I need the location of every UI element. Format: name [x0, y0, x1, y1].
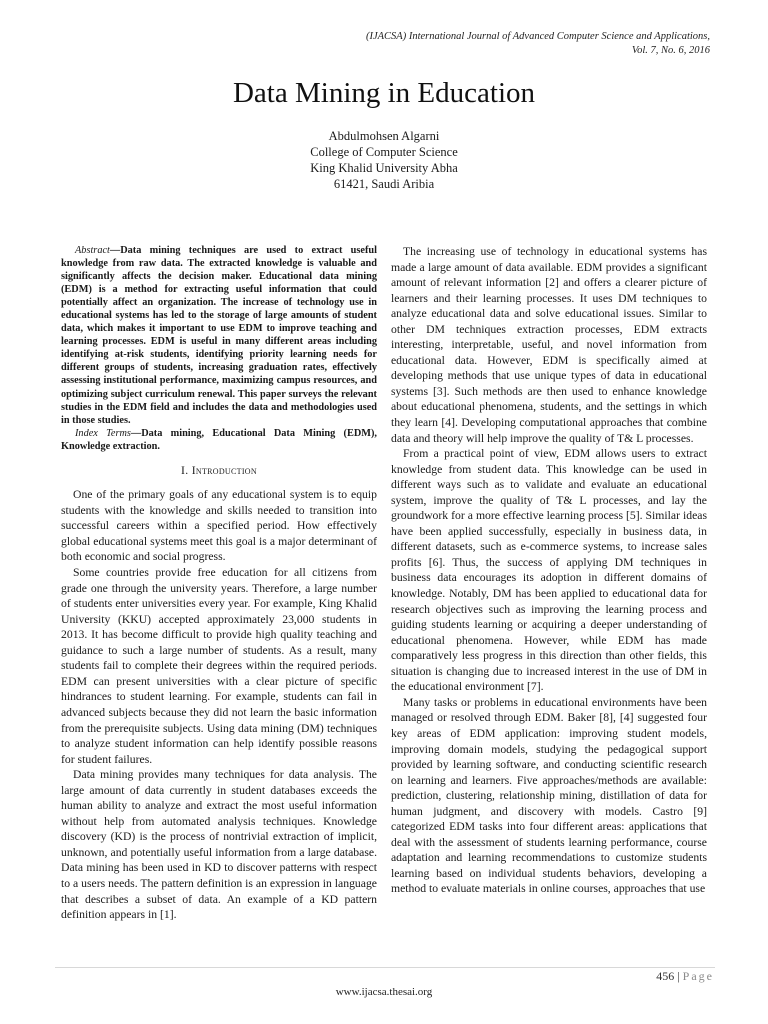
author-affiliation-line: College of Computer Science	[310, 145, 458, 159]
section-number: I.	[181, 463, 189, 477]
index-terms-text: —Data mining, Educational Data Mining (EDM), Knowledge extraction.	[61, 427, 377, 452]
index-terms	[61, 427, 377, 453]
abstract-label: Abstract	[75, 245, 110, 256]
page-label: Page	[682, 969, 714, 983]
body-paragraph: Many tasks or problems in educational environments have been managed or resolved through EDM. Baker [8], [4] suggested four key areas of EDM application: improving student models, improving domain models, studying the pedagogical support provided by learning software, and conducting scientific research on learning and learners. Five approaches/methods are available: prediction, clustering, relationship mining, distillation of data for human judgment, and discovery with models. Castro [9] categorized EDM tasks into four different areas: applications that deal with the assessment of students learning performance, course adaptation and learning recommendations to customize students learning based on individual students behaviors, developing a method to evaluate materials in online courses, approaches that use	[391, 695, 707, 896]
abstract	[61, 244, 377, 453]
section-heading-introduction	[61, 463, 377, 479]
journal-header	[366, 30, 710, 58]
journal-volume: Vol. 7, No. 6, 2016	[631, 45, 710, 56]
abstract-text: —Data mining techniques are used to extract useful knowledge from raw data. The extracted knowledge is valuable and significantly affects the decision maker. Educational data mining (EDM) is a method for extracting useful information that could potentially affect an organization. The increase of technology use in educational systems has led to the storage of large amounts of student data, which makes it important to use EDM to improve teaching and learning processes. EDM is useful in many different areas including identifying at-risk students, identifying priority learning needs for different groups of students, increasing graduation rates, effectively assessing institutional performance, maximizing campus resources, and optimizing subject curriculum renewal. This paper surveys the relevant studies in the EDM field and includes the data and methodologies used in those studies.	[61, 245, 377, 426]
author-block	[0, 128, 768, 192]
body-paragraph: Data mining provides many techniques for data analysis. The large amount of data currently in student databases exceeds the human ability to analyze and extract the most useful information without help from automated analysis techniques. Knowledge discovery (KD) is the process of nontrivial extraction of implicit, unknown, and potentially useful information from a large database. Data mining has been used in KD to discover patterns with respect to a users needs. The pattern definition is an expression in language that describes a subset of data. An example of a KD pattern definition appears in [1].	[61, 768, 377, 922]
body-paragraph: From a practical point of view, EDM allows users to extract knowledge from student data. This knowledge can be used in different ways such as to validate and evaluate an educational system, improve the quality of T& L processes, and lay the groundwork for a more effective learning process [5]. Similar ideas have been applied successfully, especially in business data, in different datasets, such as e-commerce systems, to increase sales profits [6]. Thus, the success of applying DM techniques in business data encourages its adoption in different domains of knowledge. Notably, DM has been applied to educational data for research objectives such as improving the learning process and guiding students learning or acquiring a deeper understanding of educational phenomena. However, while EDM has made comparatively less progress in this direction than other fields, this situation is changing due to increased interest in the use of DM in the educational environment [7].	[391, 447, 707, 694]
body-paragraph: Some countries provide free education for all citizens from grade one through the university years. Therefore, a large number of students enter universities every year. For example, King Khalid University (KKU) accepted approximately 23,000 students in 2013. It has become difficult to provide high quality teaching and guidance to such a large number of students. As a result, many students fail to complete their degrees within the required periods. EDM can present universities with a clear picture of specific hindrances to student learning. For example, students can fail in advanced subjects because they did not learn the basic information from the prerequisite subjects. Using data mining (DM) techniques to analyze student information can help identify possible reasons for student failures.	[61, 566, 377, 766]
author-name: Abdulmohsen Algarni	[328, 129, 440, 143]
left-column	[61, 244, 377, 923]
body-paragraph: The increasing use of technology in educational systems has made a large amount of data available. EDM provides a significant amount of relevant information [2] and offers a clearer picture of learners and their learning processes. It uses DM techniques to analyze educational data and solve educational issues. Similar to other DM techniques extraction processes, EDM extracts interesting, interpretable, useful, and novel information from educational data. However, EDM is specifically aimed at developing methods that use unique types of data in educational systems [3]. Such methods are then used to enhance knowledge about educational phenomena, students, and the settings in which they learn [4]. Developing computational approaches that combine data and theory will help improve the quality of T& L processes.	[391, 245, 707, 445]
page-number-separator: |	[677, 969, 680, 983]
abstract-paragraph	[61, 244, 377, 427]
page-number-value: 456	[656, 969, 675, 983]
author-affiliation-line: King Khalid University Abha	[310, 161, 458, 175]
section-title: Introduction	[191, 463, 257, 477]
paper-title: Data Mining in Education	[232, 77, 536, 109]
footer-divider	[55, 967, 715, 968]
index-terms-label: Index Terms	[75, 427, 131, 439]
body-paragraph: One of the primary goals of any educational system is to equip students with the knowledge and skills needed to transition into successful careers within a specified period. How effectively global educational systems meet this goal is a major determinant of both economic and social progress.	[61, 488, 377, 564]
right-column	[391, 244, 707, 897]
journal-url: www.ijacsa.thesai.org	[335, 986, 433, 998]
author-affiliation-line: 61421, Saudi Aribia	[333, 177, 435, 191]
journal-name: (IJACSA) International Journal of Advanced Computer Science and Applications,	[365, 31, 710, 42]
page-number	[656, 969, 714, 984]
